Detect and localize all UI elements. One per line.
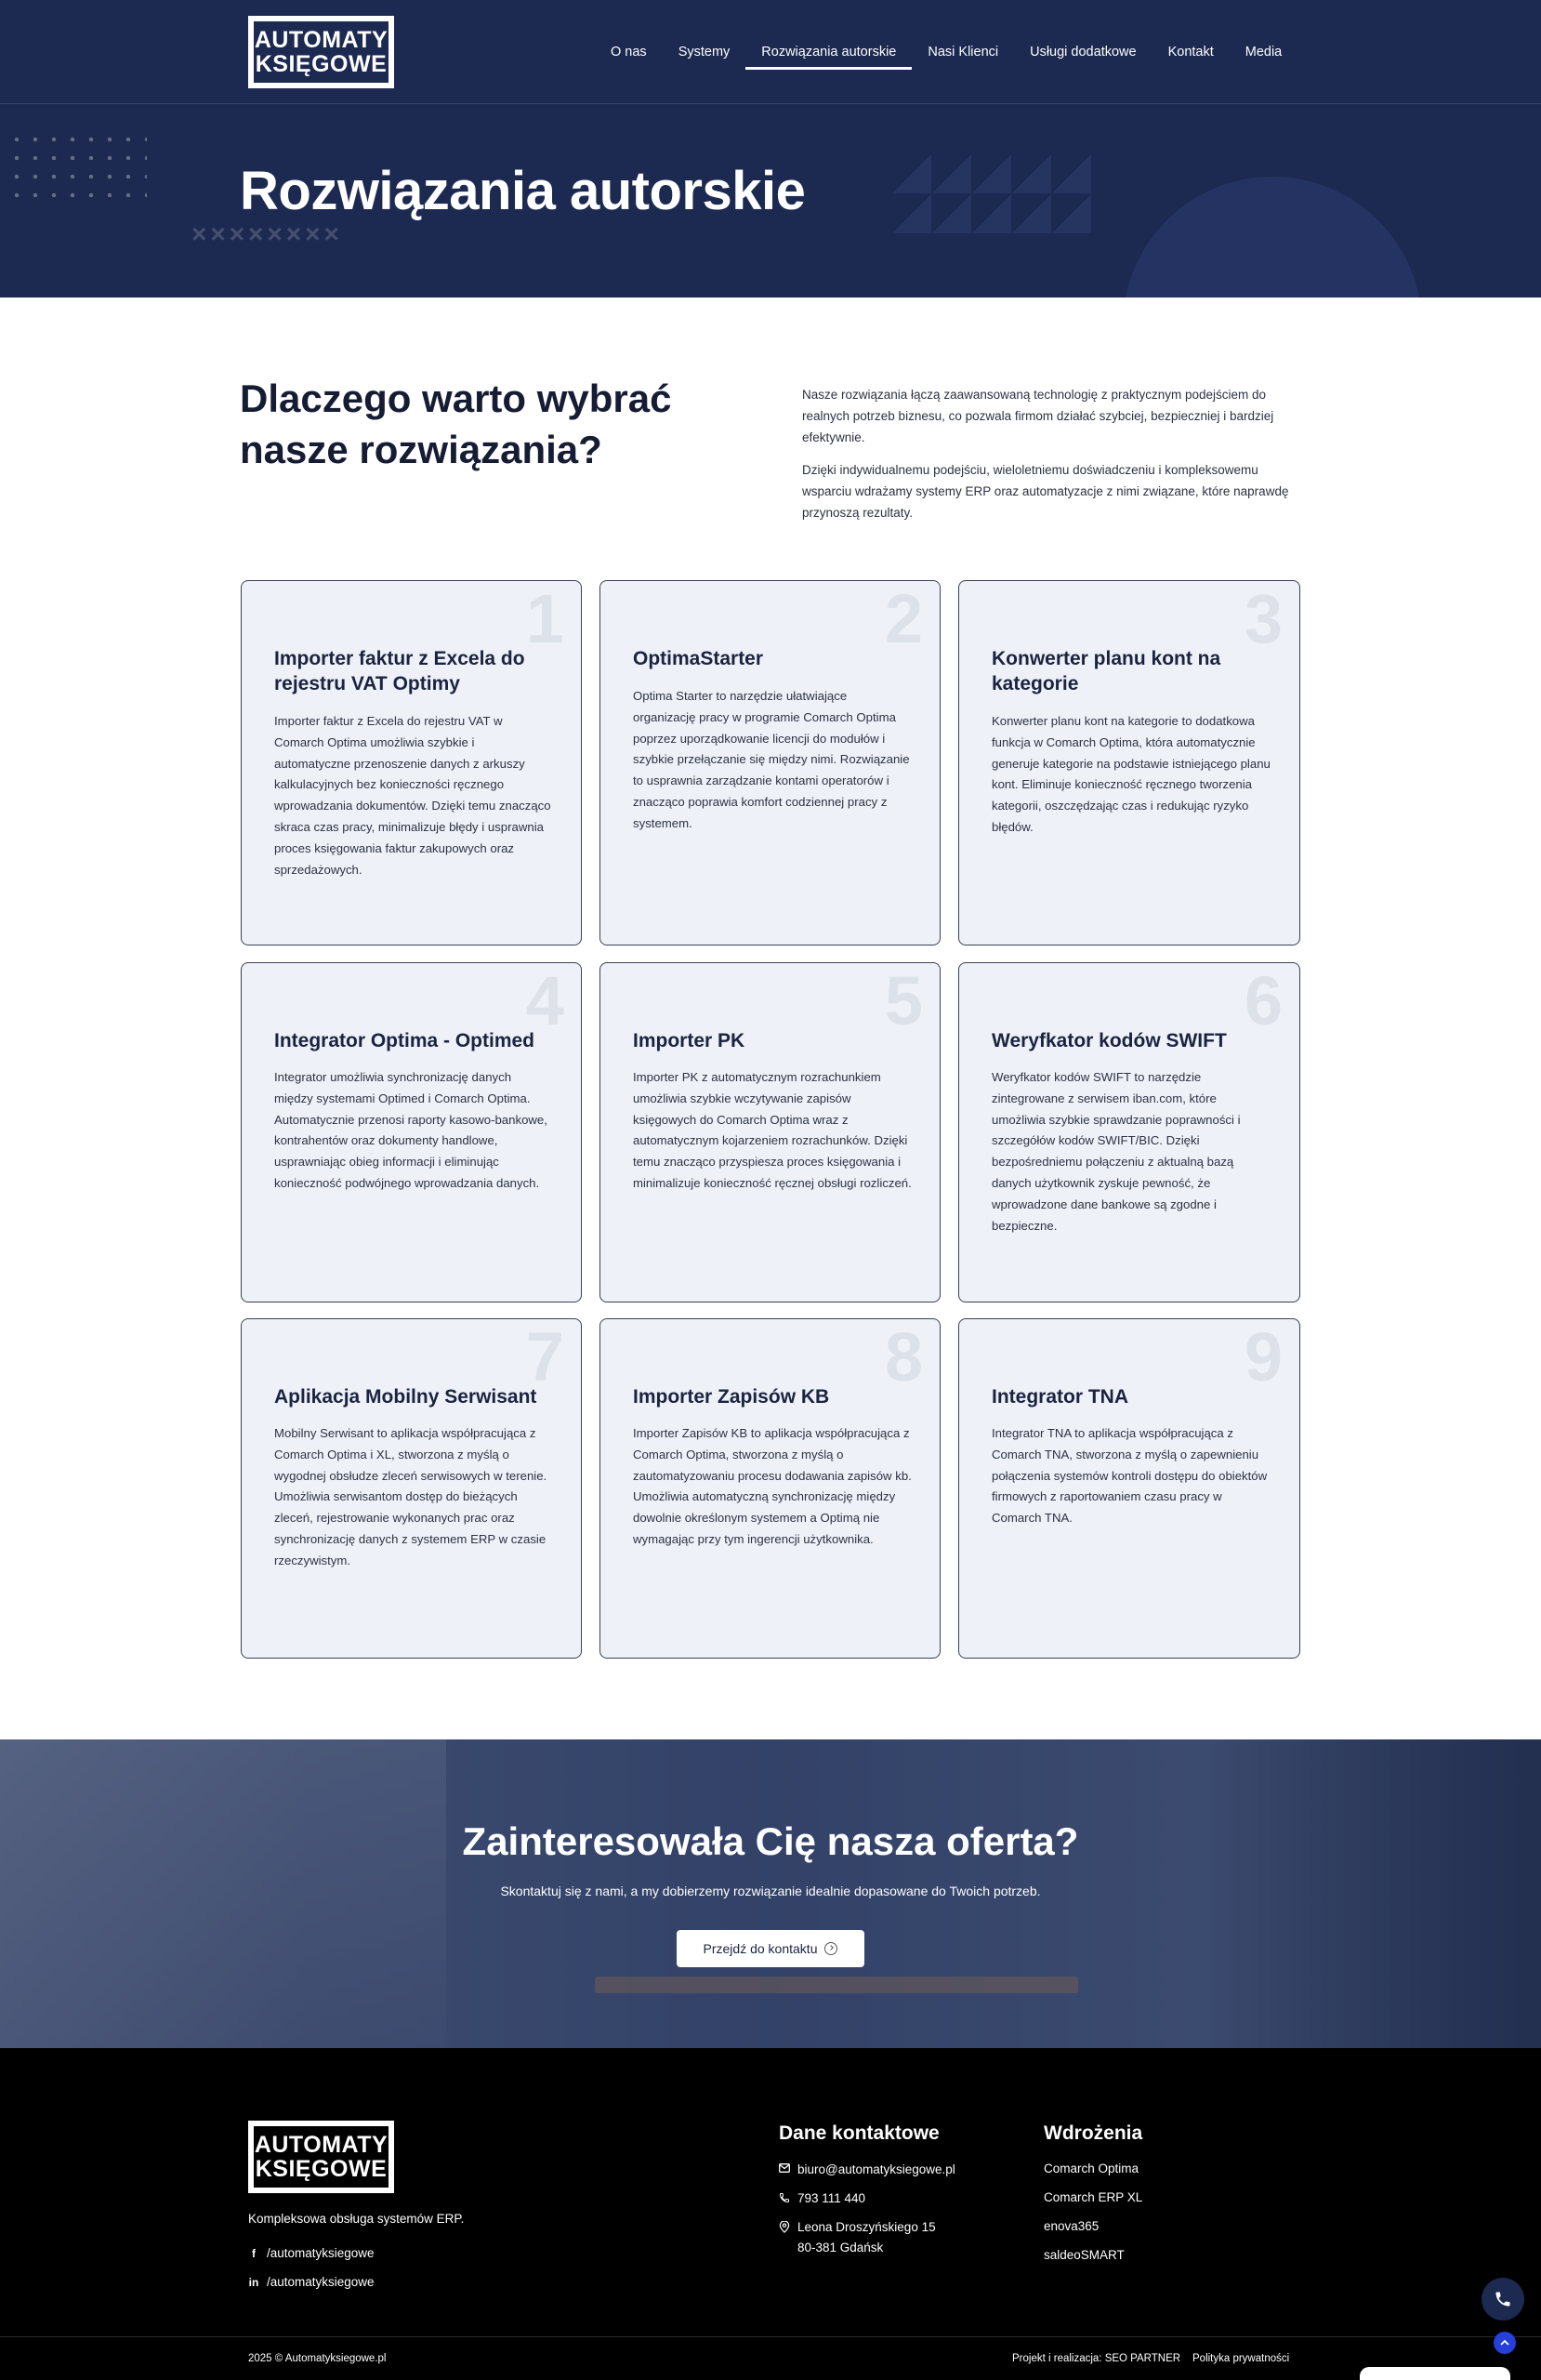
solution-card[interactable]: [599, 1318, 941, 1659]
solution-card[interactable]: [599, 962, 941, 1302]
card-number: 4: [525, 962, 564, 1039]
card-description: Integrator umożliwia synchronizację danych między systemami Optimed i Comarch Optima. Automatycznie przenosi raporty kasowo-bankowe, kontrahentów oraz dokumenty handlowe, usprawniając obieg informacji i eliminując konieczność podwójnego wprowadzania danych.: [274, 1070, 547, 1191]
phone-icon: [1494, 2290, 1512, 2308]
go-to-contact-button[interactable]: [677, 1930, 864, 1967]
hero-banner: [0, 0, 1541, 298]
card-description: Integrator TNA to aplikacja współpracująca z Comarch TNA, stworzona z myślą o zapewnieniu połączenia systemów kontroli dostępu do obiektów firmowych z raportowaniem czasu pracy w Comarch TNA.: [992, 1426, 1268, 1526]
logo-line-2: KSIĘGOWE: [255, 51, 388, 77]
logo-line-2: KSIĘGOWE: [255, 2156, 388, 2182]
nav-item-own-solutions[interactable]: Rozwiązania autorskie: [745, 30, 912, 74]
card-number: 3: [1244, 580, 1283, 657]
decorative-crosses: ××××××××: [191, 219, 343, 248]
card-description: Weryfkator kodów SWIFT to narzędzie zintegrowane z serwisem iban.com, które umożliwia szybkie sprawdzanie poprawności i szczegółów kodów SWIFT/BIC. Dzięki bezpośredniemu połączeniu z aktualną bazą danych użytkownik zyskuje pewność, że wprowadzone dane bankowe są zgodne i bezpieczne.: [992, 1070, 1241, 1233]
contact-heading: Dane kontaktowe: [779, 2122, 940, 2144]
address-street: Leona Droszyńskiego 15: [797, 2220, 936, 2234]
card-number: 8: [884, 1318, 923, 1395]
card-title: Konwerter planu kont na kategorie: [992, 648, 1221, 695]
card-number: 9: [1244, 1318, 1283, 1395]
card-description: Konwerter planu kont na kategorie to dodatkowa funkcja w Comarch Optima, która automatycznie generuje kategorie na podstawie istniejącego planu kont. Eliminuje konieczność ręcznego tworzenia kategorii, oszczędzając czas i redukując ryzyko błędów.: [992, 714, 1271, 835]
page-title: Rozwiązania autorskie: [240, 161, 806, 221]
logo-line-1: AUTOMATY: [254, 26, 389, 53]
nav-item-additional-services[interactable]: Usługi dodatkowe: [1030, 45, 1137, 60]
site-logo[interactable]: [248, 16, 394, 88]
nav-item-systems[interactable]: Systemy: [678, 45, 731, 60]
footer-divider: [0, 2336, 1541, 2337]
privacy-policy-link[interactable]: Polityka prywatności: [1192, 2353, 1290, 2364]
linkedin-icon: in: [248, 2275, 259, 2289]
solution-card[interactable]: [241, 580, 582, 945]
card-title: Importer faktur z Excela do rejestru VAT Optimy: [274, 648, 525, 695]
decorative-half-circle: [1123, 177, 1422, 298]
copyright: 2025 © Automatyksiegowe.pl: [248, 2353, 387, 2364]
cta-subtitle: Skontaktuj się z nami, a my dobierzemy rozwiązanie idealnie dopasowane do Twoich potrzeb.: [500, 1884, 1041, 1898]
card-title: Importer PK: [633, 1030, 745, 1051]
address-city: 80-381 Gdańsk: [797, 2241, 884, 2255]
nav-item-contact[interactable]: Kontakt: [1167, 45, 1214, 60]
credit-link[interactable]: Projekt i realizacja: SEO PARTNER: [1012, 2353, 1181, 2364]
card-description: Importer PK z automatycznym rozrachunkiem umożliwia szybkie wczytywanie zapisów księgowych do Comarch Optima wraz z automatycznym kojarzeniem rozrachunków. Dzięki temu znacząco przyspiesza proces księgowania i minimalizuje konieczność ręcznej obsługi rozliczeń.: [633, 1070, 912, 1191]
deployment-link-xl[interactable]: Comarch ERP XL: [1044, 2190, 1143, 2204]
card-description: Mobilny Serwisant to aplikacja współpracująca z Comarch Optima i XL, stworzona z myślą o wygodnej obsłudze zleceń serwisowych w terenie. Umożliwia serwisantom dostęp do bieżących zleceń, rejestrowanie wykonanych prac oraz synchronizację danych z systemem ERP w czasie rzeczywistym.: [274, 1426, 547, 1567]
deployment-link-optima[interactable]: Comarch Optima: [1044, 2162, 1139, 2175]
address-text: [797, 2217, 936, 2259]
site-footer: [0, 2048, 1541, 2380]
nav-item-clients[interactable]: Nasi Klienci: [928, 45, 999, 60]
card-title: Integrator Optima - Optimed: [274, 1030, 535, 1051]
card-number: 5: [884, 962, 923, 1039]
card-title: Integrator TNA: [992, 1386, 1128, 1408]
cta-heading: Zainteresowała Cię nasza oferta?: [462, 1819, 1079, 1863]
card-number: 7: [525, 1318, 564, 1395]
footer-tagline: Kompleksowa obsługa systemów ERP.: [248, 2212, 465, 2226]
arrow-circle-icon: [824, 1942, 837, 1955]
decorative-dot-grid: [7, 130, 147, 205]
linkedin-link[interactable]: [248, 2275, 375, 2289]
scroll-to-top-button[interactable]: [1494, 2332, 1516, 2354]
facebook-icon: f: [252, 2246, 256, 2260]
go-to-contact-label: Przejdź do kontaktu: [703, 1941, 818, 1956]
card-description: Importer faktur z Excela do rejestru VAT w Comarch Optima umożliwia szybkie i automatyczne przenoszenie danych z arkuszy kalkulacyjnych bez konieczności ręcznego wprowadzania dokumentów. Dzięki temu znacząco skraca czas pracy, minimalizuje błędy i usprawnia proces księgowania faktur zakupowych oraz sprzedażowych.: [274, 714, 551, 877]
call-button[interactable]: [1482, 2278, 1524, 2320]
why-paragraph: Dzięki indywidualnemu podejściu, wieloletniemu doświadczeniu i kompleksowemu wsparciu wdrażamy systemy ERP oraz automatyzacje z nimi związane, które naprawdę przynoszą rezultaty.: [802, 462, 1289, 520]
why-paragraph: Nasze rozwiązania łączą zaawansowaną technologię z praktycznym podejściem do realnych potrzeb biznesu, co pozwala firmom działać szybciej, bezpieczniej i bardziej efektywnie.: [802, 388, 1274, 444]
email-text: biuro@automatyksiegowe.pl: [797, 2162, 955, 2176]
email-link[interactable]: [779, 2160, 955, 2180]
logo-line-1: AUTOMATY: [254, 2131, 389, 2158]
card-description: Importer Zapisów KB to aplikacja współpracująca z Comarch Optima, stworzona z myślą o zautomatyzowaniu procesu dodawania zapisów kb. Umożliwia automatyczną synchronizację między dowolnie określonym systemem a Optimą nie wymagając przy tym ingerencji użytkownika.: [633, 1426, 912, 1547]
mail-icon: [779, 2163, 790, 2173]
main-menu: [595, 30, 1297, 74]
solution-card[interactable]: [241, 962, 582, 1302]
chevron-up-icon: [1499, 2337, 1510, 2348]
card-title: Importer Zapisów KB: [633, 1386, 830, 1408]
location-pin-icon: [779, 2221, 790, 2233]
phone-icon: [779, 2192, 790, 2203]
card-number: 6: [1244, 962, 1283, 1039]
phone-text: 793 111 440: [797, 2191, 866, 2205]
solution-card[interactable]: [958, 1318, 1300, 1659]
why-description: [802, 385, 1300, 536]
card-title: Weryfkator kodów SWIFT: [992, 1030, 1227, 1051]
card-title: Aplikacja Mobilny Serwisant: [274, 1386, 537, 1408]
card-description: Optima Starter to narzędzie ułatwiające organizację pracy w programie Comarch Optima poprzez uporządkowanie licencji do modułów i szybkie przełączanie się między nimi. Rozwiązanie to usprawnia zarządzanie kontami operatorów i znacząco poprawia komfort codziennej pracy z systemem.: [633, 689, 910, 830]
solution-card[interactable]: [599, 580, 941, 945]
decorative-triangles: [892, 154, 1092, 233]
phone-link[interactable]: [779, 2188, 865, 2209]
cta-banner: [0, 1739, 1541, 2048]
solution-card[interactable]: [241, 1318, 582, 1659]
address: [779, 2217, 936, 2259]
deployment-link-enova[interactable]: enova365: [1044, 2219, 1100, 2233]
solution-card[interactable]: [958, 962, 1300, 1302]
facebook-handle: /automatyksiegowe: [267, 2246, 375, 2260]
linkedin-handle: /automatyksiegowe: [267, 2275, 375, 2289]
solution-card[interactable]: [958, 580, 1300, 945]
top-navigation-bar: [0, 0, 1541, 104]
nav-item-about[interactable]: O nas: [611, 45, 647, 60]
chat-widget-tab[interactable]: [1360, 2367, 1510, 2380]
why-heading: Dlaczego warto wybrać nasze rozwiązania?: [240, 377, 672, 471]
nav-item-media[interactable]: Media: [1245, 45, 1283, 60]
card-number: 1: [525, 580, 564, 657]
deployments-heading: Wdrożenia: [1044, 2122, 1143, 2144]
deployment-link-saldeo[interactable]: saldeoSMART: [1044, 2248, 1125, 2262]
card-number: 2: [884, 580, 923, 657]
card-title: OptimaStarter: [633, 648, 764, 669]
facebook-link[interactable]: [248, 2246, 375, 2260]
footer-logo[interactable]: [248, 2121, 394, 2193]
